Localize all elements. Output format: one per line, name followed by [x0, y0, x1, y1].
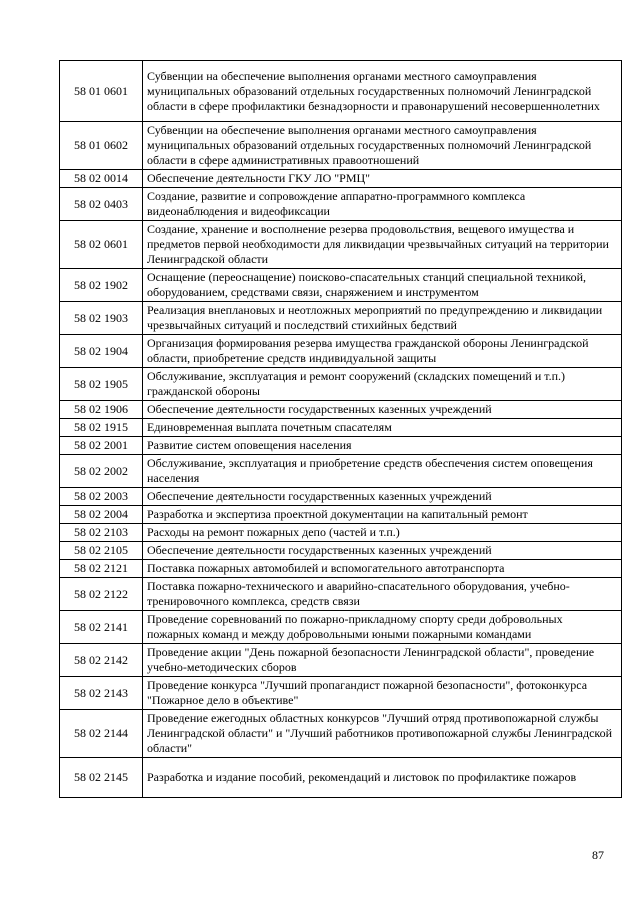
- classification-code: 58 02 1903: [60, 302, 143, 335]
- classification-code: 58 02 1915: [60, 419, 143, 437]
- table-row: [60, 437, 622, 455]
- classification-code: 58 02 2141: [60, 611, 143, 644]
- table-row: [60, 335, 622, 368]
- expense-description: Разработка и издание пособий, рекомендаций и листовок по профилактике пожаров: [143, 758, 622, 798]
- expense-description: Обеспечение деятельности ГКУ ЛО "РМЦ": [143, 170, 622, 188]
- classification-code: 58 02 2142: [60, 644, 143, 677]
- expense-description: Проведение соревнований по пожарно-прикладному спорту среди добровольных пожарных команд и между добровольными юными пожарными командами: [143, 611, 622, 644]
- classification-code: 58 02 2144: [60, 710, 143, 758]
- expense-description: Разработка и экспертиза проектной документации на капитальный ремонт: [143, 506, 622, 524]
- table-row: [60, 188, 622, 221]
- table-row: [60, 419, 622, 437]
- table-row: [60, 401, 622, 419]
- table-row: [60, 644, 622, 677]
- expense-description: Субвенции на обеспечение выполнения органами местного самоуправления муниципальных образований отдельных государственных полномочий Ленинградской области в сфере профилактики безнадзорности и правонарушений несовершеннолетних: [143, 61, 622, 122]
- classification-code: 58 02 2002: [60, 455, 143, 488]
- classification-code: 58 02 2145: [60, 758, 143, 798]
- expense-description: Проведение ежегодных областных конкурсов "Лучший отряд противопожарной службы Ленинградской области" и "Лучший работников противопожарной службы Ленинградской области": [143, 710, 622, 758]
- classification-code: 58 02 2001: [60, 437, 143, 455]
- expense-description: Реализация внеплановых и неотложных мероприятий по предупреждению и ликвидации чрезвычайных ситуаций и последствий стихийных бедствий: [143, 302, 622, 335]
- classification-code: 58 02 2003: [60, 488, 143, 506]
- expense-description: Организация формирования резерва имущества гражданской обороны Ленинградской области, приобретение средств индивидуальной защиты: [143, 335, 622, 368]
- table-row: [60, 560, 622, 578]
- table-row: [60, 710, 622, 758]
- table-row: [60, 269, 622, 302]
- expense-description: Единовременная выплата почетным спасателям: [143, 419, 622, 437]
- table-row: [60, 488, 622, 506]
- classification-code: 58 02 2004: [60, 506, 143, 524]
- classification-code: 58 02 2143: [60, 677, 143, 710]
- expense-description: Проведение акции "День пожарной безопасности Ленинградской области", проведение учебно-методических сборов: [143, 644, 622, 677]
- table-row: [60, 122, 622, 170]
- table-row: [60, 524, 622, 542]
- expense-description: Развитие систем оповещения населения: [143, 437, 622, 455]
- expense-description: Обеспечение деятельности государственных казенных учреждений: [143, 542, 622, 560]
- table-row: [60, 368, 622, 401]
- expense-description: Поставка пожарных автомобилей и вспомогательного автотранспорта: [143, 560, 622, 578]
- table-row: [60, 221, 622, 269]
- table-row: [60, 455, 622, 488]
- classification-code: 58 02 0403: [60, 188, 143, 221]
- expense-description: Субвенции на обеспечение выполнения органами местного самоуправления муниципальных образований отдельных государственных полномочий Ленинградской области в сфере административных правоотношений: [143, 122, 622, 170]
- classification-code: 58 02 1906: [60, 401, 143, 419]
- classification-code: 58 02 1904: [60, 335, 143, 368]
- table-row: [60, 677, 622, 710]
- expense-description: Оснащение (переоснащение) поисково-спасательных станций специальной техникой, оборудованием, средствами связи, снаряжением и инструментом: [143, 269, 622, 302]
- expense-description: Поставка пожарно-технического и аварийно-спасательного оборудования, учебно-тренировочного комплекса, средств связи: [143, 578, 622, 611]
- expense-description: Создание, развитие и сопровождение аппаратно-программного комплекса видеонаблюдения и видеофиксации: [143, 188, 622, 221]
- classification-code: 58 02 2122: [60, 578, 143, 611]
- expense-description: Обеспечение деятельности государственных казенных учреждений: [143, 401, 622, 419]
- classification-code: 58 02 1905: [60, 368, 143, 401]
- classification-code: 58 02 2121: [60, 560, 143, 578]
- classification-code: 58 02 0014: [60, 170, 143, 188]
- table-row: [60, 302, 622, 335]
- expense-description: Расходы на ремонт пожарных депо (частей и т.п.): [143, 524, 622, 542]
- table-body: [60, 61, 622, 798]
- table-row: [60, 611, 622, 644]
- table-row: [60, 578, 622, 611]
- classification-code: 58 02 2103: [60, 524, 143, 542]
- classification-code: 58 01 0602: [60, 122, 143, 170]
- classification-code: 58 02 0601: [60, 221, 143, 269]
- table-row: [60, 758, 622, 798]
- expense-description: Создание, хранение и восполнение резерва продовольствия, вещевого имущества и предметов первой необходимости для ликвидации чрезвычайных ситуаций на территории Ленинградской области: [143, 221, 622, 269]
- table-row: [60, 61, 622, 122]
- table-row: [60, 506, 622, 524]
- classification-code: 58 02 2105: [60, 542, 143, 560]
- expense-description: Обслуживание, эксплуатация и приобретение средств обеспечения систем оповещения населения: [143, 455, 622, 488]
- expense-description: Проведение конкурса "Лучший пропагандист пожарной безопасности", фотоконкурса "Пожарное дело в объективе": [143, 677, 622, 710]
- classification-code: 58 01 0601: [60, 61, 143, 122]
- expense-description: Обеспечение деятельности государственных казенных учреждений: [143, 488, 622, 506]
- budget-classification-table: [59, 60, 622, 798]
- table-row: [60, 170, 622, 188]
- expense-description: Обслуживание, эксплуатация и ремонт сооружений (складских помещений и т.п.) гражданской обороны: [143, 368, 622, 401]
- table-row: [60, 542, 622, 560]
- classification-code: 58 02 1902: [60, 269, 143, 302]
- page-number: 87: [592, 848, 604, 862]
